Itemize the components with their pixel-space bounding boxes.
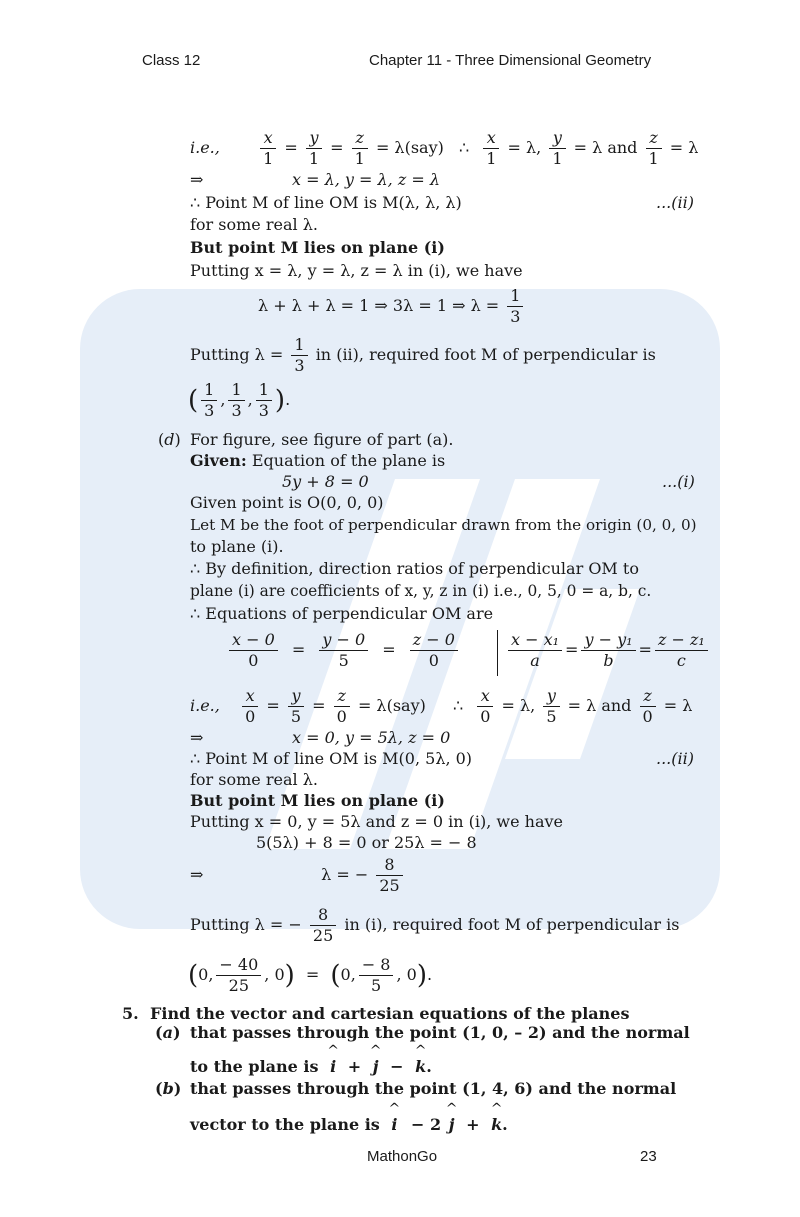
q5b-text: that passes through the point (1, 4, 6) and the normal bbox=[190, 1079, 677, 1098]
point-m-d: ∴ Point M of line OM is M(0, 5λ, 0) bbox=[190, 749, 473, 768]
d-coeffs: plane (i) are coefficients of x, y, z in (i) i.e., 0, 5, 0 = a, b, c. bbox=[190, 582, 652, 600]
foot-m-c: ( $\frac{1}{3}$ , $\frac{1}{3}$ , $\frac{1}{3}$ ). bbox=[188, 380, 291, 420]
lambda-value-d: ⇒ λ = − $\frac{8}{25}$ bbox=[190, 855, 406, 896]
label-d: (d) bbox=[158, 430, 181, 449]
header-chapter: Chapter 11 - Three Dimensional Geometry bbox=[369, 52, 652, 69]
eq-solve-d: 5(5λ) + 8 = 0 or 25λ = − 8 bbox=[256, 833, 477, 852]
ratio-line-d: i.e., $\frac{x}{0}$ = $\frac{y}{5}$ = $\frac{z}{0}$ = λ(say) ∴ $\frac{x}{0}$ = λ, $\frac{y}{5}$ = λ and $\frac{z}{0}$ = λ bbox=[190, 686, 693, 726]
q5a-normal: to the plane is ^ i + ^ j − ^ k. bbox=[190, 1056, 432, 1078]
d-plane-eq: 5y + 8 = 0 bbox=[282, 472, 369, 491]
d-to-plane: to plane (i). bbox=[190, 537, 284, 556]
putting2-c: Putting λ = $\frac{1}{3}$ in (ii), required foot M of perpendicular is bbox=[190, 335, 656, 375]
d-point: Given point is O(0, 0, 0) bbox=[190, 493, 384, 512]
tag-ii-c: ...(ii) bbox=[656, 193, 694, 212]
some-real-c: for some real λ. bbox=[190, 215, 318, 234]
d-given: Given: Equation of the plane is bbox=[190, 451, 446, 470]
q5-title: Find the vector and cartesian equations of the planes bbox=[150, 1004, 630, 1023]
page-number: 23 bbox=[640, 1148, 657, 1165]
putting-c: Putting x = λ, y = λ, z = λ in (i), we have bbox=[190, 261, 523, 280]
q5a-label: (a) bbox=[155, 1023, 181, 1042]
d-by-def: ∴ By definition, direction ratios of perpendicular OM to bbox=[190, 559, 639, 578]
q5b-label: (b) bbox=[155, 1079, 182, 1098]
some-real-d: for some real λ. bbox=[190, 770, 318, 789]
q5-number: 5. bbox=[122, 1004, 139, 1023]
d-tag-i: ...(i) bbox=[662, 472, 695, 491]
implies-d: ⇒ bbox=[190, 728, 204, 747]
putting-d: Putting x = 0, y = 5λ and z = 0 in (i), we have bbox=[190, 812, 563, 831]
d-standard-form: $\frac{\text{x − x₁}}{a}$ = $\frac{\text{y − y₁}}{b}$ = $\frac{\text{z − z₁}}{c}$ bbox=[505, 630, 711, 671]
bold-line-d: But point M lies on plane (i) bbox=[190, 791, 445, 810]
footer-brand: MathonGo bbox=[367, 1148, 438, 1165]
d-line1: For figure, see figure of part (a). bbox=[190, 430, 454, 449]
foot-m-d: (0, $\frac{- 40}{25}$ , 0) = (0, $\frac{- 8}{5}$ , 0). bbox=[188, 955, 433, 995]
q5a-text: that passes through the point (1, 0, – 2) and the normal bbox=[190, 1023, 690, 1042]
d-let-m: Let M be the foot of perpendicular drawn from the origin (0, 0, 0) bbox=[190, 516, 697, 534]
bold-line-c: But point M lies on plane (i) bbox=[190, 238, 445, 257]
d-equations: ∴ Equations of perpendicular OM are bbox=[190, 604, 494, 623]
xyz-c: x = λ, y = λ, z = λ bbox=[292, 170, 440, 189]
point-m-c: ∴ Point M of line OM is M(λ, λ, λ) bbox=[190, 193, 462, 212]
d-line-eq: $\frac{x - 0}{0}$ = $\frac{y - 0}{5}$ = $\frac{z - 0}{0}$ bbox=[226, 630, 461, 671]
ratio-line-c: i.e., $\frac{x}{1}$ = $\frac{y}{1}$ = $\frac{z}{1}$ = λ(say) ∴ $\frac{x}{1}$ = λ, $\frac{y}{1}$ = λ and $\frac{z}{1}$ = λ bbox=[190, 128, 699, 168]
putting2-d: Putting λ = − $\frac{8}{25}$ in (i), required foot M of perpendicular is bbox=[190, 905, 680, 945]
xyz-d: x = 0, y = 5λ, z = 0 bbox=[292, 728, 451, 747]
side-note-divider bbox=[497, 630, 498, 676]
tag-ii-d: ...(ii) bbox=[656, 749, 694, 768]
header-class: Class 12 bbox=[142, 52, 201, 69]
q5b-normal: vector to the plane is ^ i − 2 ^ j + ^ k. bbox=[190, 1114, 508, 1136]
implies-c: ⇒ bbox=[190, 170, 204, 189]
sum-eq-c: λ + λ + λ = 1 ⇒ 3λ = 1 ⇒ λ = $\frac{1}{3}$ bbox=[258, 286, 526, 327]
